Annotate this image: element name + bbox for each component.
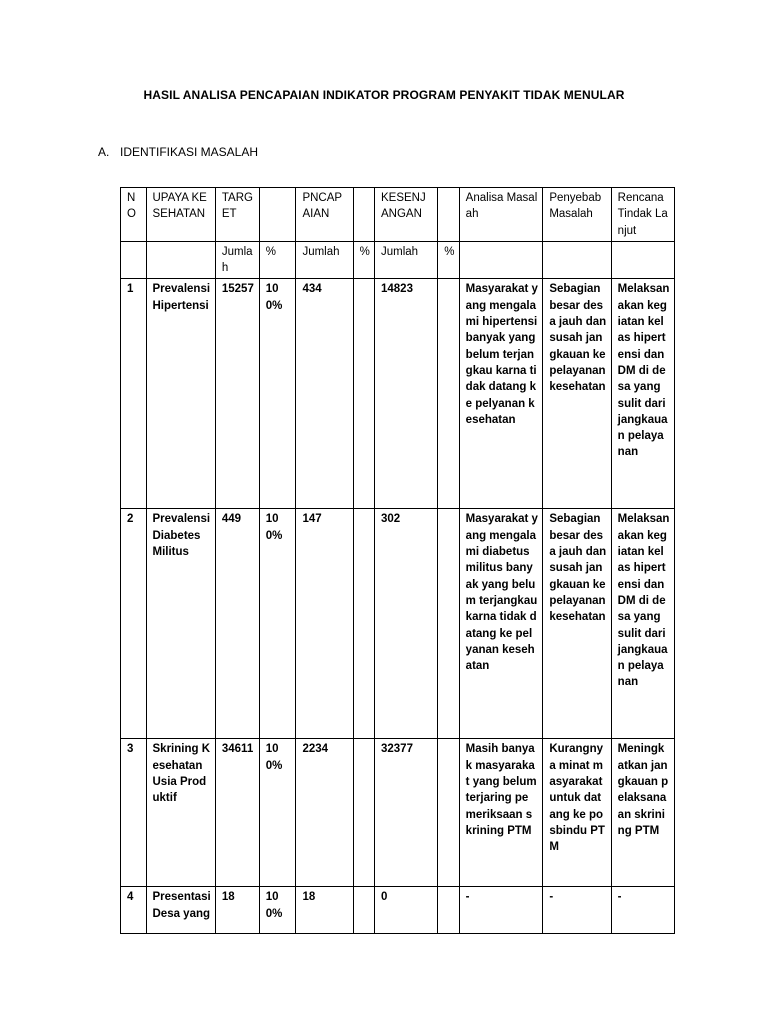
document-title: HASIL ANALISA PENCAPAIAN INDIKATOR PROGRAM PENYAKIT TIDAK MENULAR	[143, 88, 625, 102]
cell-penyebab: Sebagian besar desa jauh dan susah jangkauan ke pelayanan kesehatan	[543, 279, 611, 509]
cell-target-pct: 100%	[259, 887, 296, 934]
indicator-table	[120, 187, 675, 934]
cell-rencana: Meningkatkan jangkauan pelaksanaan skrining PTM	[611, 739, 674, 887]
cell-target-pct: 100%	[259, 509, 296, 739]
cell-penyebab: Kurangnya minat masyarakat untuk datang ke posbindu PTM	[543, 739, 611, 887]
cell-analisa: Masih banyak masyarakat yang belum terjaring pemeriksaan skrining PTM	[459, 739, 543, 887]
cell-no: 4	[121, 887, 147, 934]
cell-no: 3	[121, 739, 147, 887]
cell-kesenjangan-jumlah: 0	[375, 887, 438, 934]
section-number: A.	[98, 145, 110, 159]
subheader-target-jumlah: Jumlah	[215, 241, 259, 279]
cell-kesenjangan-jumlah: 32377	[375, 739, 438, 887]
cell-analisa: Masyarakat yang mengalami hipertensi banyak yang belum terjangkau karna tidak datang ke pelyanan kesehatan	[459, 279, 543, 509]
header-target-blank	[259, 188, 296, 242]
header-pencapaian-blank	[353, 188, 374, 242]
cell-target-jumlah: 18	[215, 887, 259, 934]
subheader-target-pct: %	[259, 241, 296, 279]
cell-pencapaian-jumlah: 147	[296, 509, 353, 739]
cell-target-pct: 100%	[259, 739, 296, 887]
cell-kesenjangan-pct	[438, 887, 459, 934]
cell-pencapaian-pct	[353, 279, 374, 509]
subheader-blank	[459, 241, 543, 279]
header-penyebab: Penyebab Masalah	[543, 188, 611, 242]
subheader-row	[121, 241, 675, 279]
cell-upaya: Skrining Kesehatan Usia Produktif	[146, 739, 215, 887]
table-row	[121, 739, 675, 887]
cell-kesenjangan-pct	[438, 509, 459, 739]
cell-analisa: Masyarakat yang mengalami diabetus militus banyak yang belum terjangkau karna tidak datang ke pelyanan kesehatan	[459, 509, 543, 739]
header-kesenjangan-blank	[438, 188, 459, 242]
cell-pencapaian-pct	[353, 739, 374, 887]
header-no: NO	[121, 188, 147, 242]
cell-rencana: Melaksanakan kegiatan kelas hipertensi dan DM di desa yang sulit dari jangkauan pelayanan	[611, 509, 674, 739]
cell-penyebab: -	[543, 887, 611, 934]
cell-rencana: Melaksanakan kegiatan kelas hipertensi dan DM di desa yang sulit dari jangkauan pelayanan	[611, 279, 674, 509]
subheader-kesenjangan-pct: %	[438, 241, 459, 279]
table-row	[121, 279, 675, 509]
header-upaya: UPAYA KESEHATAN	[146, 188, 215, 242]
cell-analisa: -	[459, 887, 543, 934]
cell-upaya: Prevalensi Diabetes Militus	[146, 509, 215, 739]
cell-penyebab: Sebagian besar desa jauh dan susah jangkauan ke pelayanan kesehatan	[543, 509, 611, 739]
cell-upaya: Prevalensi Hipertensi	[146, 279, 215, 509]
cell-rencana: -	[611, 887, 674, 934]
cell-pencapaian-pct	[353, 887, 374, 934]
subheader-blank	[121, 241, 147, 279]
cell-pencapaian-jumlah: 2234	[296, 739, 353, 887]
header-row	[121, 188, 675, 242]
cell-upaya: Presentasi Desa yang	[146, 887, 215, 934]
cell-pencapaian-jumlah: 18	[296, 887, 353, 934]
section-heading	[98, 145, 258, 159]
cell-kesenjangan-pct	[438, 279, 459, 509]
header-pencapaian: PNCAPAIAN	[296, 188, 353, 242]
subheader-blank	[611, 241, 674, 279]
subheader-blank	[543, 241, 611, 279]
section-label: IDENTIFIKASI MASALAH	[120, 145, 259, 159]
cell-target-jumlah: 15257	[215, 279, 259, 509]
header-analisa: Analisa Masalah	[459, 188, 543, 242]
cell-kesenjangan-jumlah: 14823	[375, 279, 438, 509]
header-target: TARGET	[215, 188, 259, 242]
subheader-kesenjangan-jumlah: Jumlah	[375, 241, 438, 279]
subheader-pencapaian-pct: %	[353, 241, 374, 279]
cell-target-jumlah: 449	[215, 509, 259, 739]
cell-target-pct: 100%	[259, 279, 296, 509]
cell-kesenjangan-pct	[438, 739, 459, 887]
header-kesenjangan: KESENJANGAN	[375, 188, 438, 242]
subheader-blank	[146, 241, 215, 279]
cell-target-jumlah: 34611	[215, 739, 259, 887]
cell-no: 2	[121, 509, 147, 739]
header-rencana: Rencana Tindak Lanjut	[611, 188, 674, 242]
cell-pencapaian-jumlah: 434	[296, 279, 353, 509]
cell-pencapaian-pct	[353, 509, 374, 739]
subheader-pencapaian-jumlah: Jumlah	[296, 241, 353, 279]
cell-no: 1	[121, 279, 147, 509]
table-row	[121, 887, 675, 934]
table-row	[121, 509, 675, 739]
cell-kesenjangan-jumlah: 302	[375, 509, 438, 739]
